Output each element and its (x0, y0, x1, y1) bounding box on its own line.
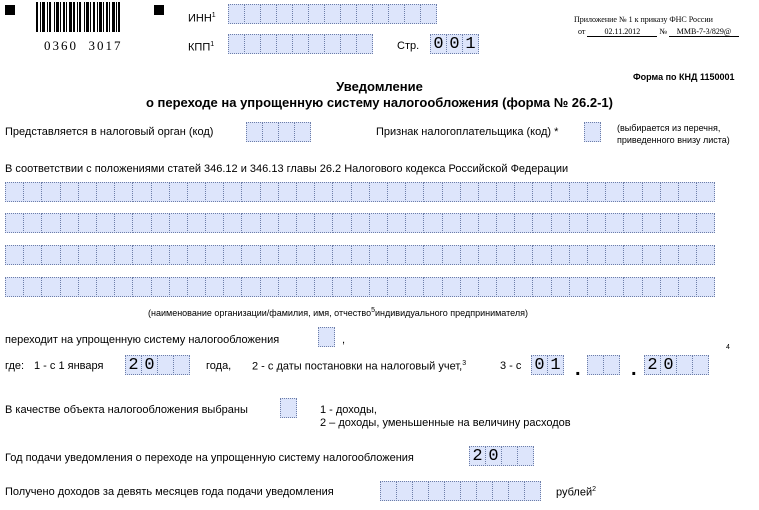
name-cell[interactable] (132, 182, 151, 202)
transition-label: переходит на упрощенную систему налогообложения (5, 334, 280, 346)
option-3-label: 3 - с (500, 360, 522, 372)
name-cell[interactable] (351, 213, 370, 233)
name-cell[interactable] (405, 277, 424, 297)
name-cell[interactable] (678, 245, 697, 265)
page-label: Стр. (397, 40, 420, 52)
name-cell[interactable] (260, 245, 279, 265)
object-option-2: 2 – доходы, уменьшенные на величину расходов (320, 417, 571, 429)
name-cell[interactable] (569, 213, 588, 233)
name-cell[interactable] (532, 213, 551, 233)
name-cell[interactable] (623, 245, 642, 265)
name-cell[interactable] (423, 277, 442, 297)
name-cell[interactable] (405, 245, 424, 265)
start-date-month-field[interactable] (588, 355, 620, 375)
name-cell[interactable] (296, 213, 315, 233)
organization-name-row-4[interactable] (6, 277, 715, 297)
name-cell[interactable] (23, 277, 42, 297)
name-cell[interactable] (60, 245, 79, 265)
name-cell[interactable] (241, 277, 260, 297)
name-cell[interactable] (605, 213, 624, 233)
name-cell[interactable] (514, 213, 533, 233)
name-cell[interactable] (132, 277, 151, 297)
name-cell[interactable] (587, 213, 606, 233)
transition-comma: , (342, 334, 346, 346)
inn-label: ИНН$^1$ (188, 12, 216, 25)
name-cell[interactable] (496, 182, 515, 202)
name-cell[interactable] (696, 182, 715, 202)
name-cell[interactable] (569, 245, 588, 265)
name-cell[interactable] (514, 277, 533, 297)
name-cell[interactable] (296, 277, 315, 297)
page-digit: 0 (430, 34, 447, 54)
name-cell[interactable] (314, 245, 333, 265)
name-cell[interactable] (241, 245, 260, 265)
corner-marker-left (5, 5, 15, 15)
where-label: где: (5, 360, 25, 372)
tax-authority-label: Представляется в налоговый орган (код) (5, 126, 214, 138)
date-footnote: 4 (726, 344, 730, 351)
year-digit: 2 (125, 355, 142, 375)
corner-marker-right (154, 5, 164, 15)
name-cell[interactable] (405, 182, 424, 202)
name-cell[interactable] (205, 277, 224, 297)
name-cell[interactable] (223, 182, 242, 202)
name-cell[interactable] (5, 213, 24, 233)
name-cell[interactable] (678, 182, 697, 202)
name-cell[interactable] (241, 213, 260, 233)
name-cell[interactable] (278, 213, 297, 233)
name-cell[interactable] (169, 182, 188, 202)
name-cell[interactable] (569, 182, 588, 202)
name-cell[interactable] (151, 182, 170, 202)
name-cell[interactable] (296, 182, 315, 202)
name-cell[interactable] (605, 245, 624, 265)
name-cell[interactable] (423, 182, 442, 202)
name-cell[interactable] (660, 277, 679, 297)
name-cell[interactable] (96, 182, 115, 202)
name-cell[interactable] (660, 213, 679, 233)
name-cell[interactable] (351, 245, 370, 265)
name-cell[interactable] (496, 245, 515, 265)
name-cell[interactable] (569, 277, 588, 297)
page-digit: 1 (462, 34, 479, 54)
name-cell[interactable] (514, 182, 533, 202)
name-cell[interactable] (223, 245, 242, 265)
name-cell[interactable] (605, 182, 624, 202)
appendix-date: 02.11.2012 (587, 27, 657, 37)
option-1-label: 1 - с 1 января (34, 360, 104, 372)
name-cell[interactable] (442, 245, 461, 265)
name-cell[interactable] (532, 277, 551, 297)
name-cell[interactable] (96, 245, 115, 265)
name-cell[interactable] (351, 277, 370, 297)
name-cell[interactable] (96, 213, 115, 233)
name-cell[interactable] (551, 182, 570, 202)
transition-option-field[interactable] (319, 327, 335, 347)
name-cell[interactable] (60, 213, 79, 233)
year-digit: 0 (141, 355, 158, 375)
name-cell[interactable] (642, 213, 661, 233)
name-cell[interactable] (260, 277, 279, 297)
option-2-label: 2 - с даты постановки на налоговый учет,$^3$ (252, 360, 467, 373)
name-cell[interactable] (587, 245, 606, 265)
name-cell[interactable] (423, 245, 442, 265)
name-cell[interactable] (241, 182, 260, 202)
notice-year-label: Год подачи уведомления о переходе на упрощенную систему налогообложения (5, 452, 414, 464)
name-cell[interactable] (96, 277, 115, 297)
name-cell[interactable] (60, 182, 79, 202)
object-label: В качестве объекта налогообложения выбраны (5, 404, 248, 416)
name-cell[interactable] (114, 182, 133, 202)
name-cell[interactable] (260, 213, 279, 233)
name-cell[interactable] (478, 245, 497, 265)
name-cell[interactable] (442, 277, 461, 297)
name-cell[interactable] (587, 182, 606, 202)
name-cell[interactable] (23, 245, 42, 265)
name-cell[interactable] (387, 182, 406, 202)
name-cell[interactable] (5, 182, 24, 202)
name-cell[interactable] (478, 213, 497, 233)
name-cell[interactable] (332, 277, 351, 297)
page-digit: 0 (446, 34, 463, 54)
name-cell[interactable] (132, 245, 151, 265)
name-cell[interactable] (442, 213, 461, 233)
name-cell[interactable] (205, 245, 224, 265)
name-cell[interactable] (587, 277, 606, 297)
name-cell[interactable] (60, 277, 79, 297)
name-cell[interactable] (551, 277, 570, 297)
name-cell[interactable] (551, 213, 570, 233)
name-cell[interactable] (187, 213, 206, 233)
name-cell[interactable] (332, 213, 351, 233)
name-cell[interactable] (496, 213, 515, 233)
name-cell[interactable] (369, 213, 388, 233)
name-cell[interactable] (478, 277, 497, 297)
name-cell[interactable] (660, 182, 679, 202)
name-cell[interactable] (642, 245, 661, 265)
name-cell[interactable] (78, 245, 97, 265)
object-option-field[interactable] (281, 398, 297, 418)
name-cell[interactable] (132, 213, 151, 233)
name-cell[interactable] (78, 213, 97, 233)
year-suffix-label: года, (206, 360, 232, 372)
name-cell[interactable] (187, 277, 206, 297)
name-cell[interactable] (23, 213, 42, 233)
inn-field[interactable] (229, 4, 437, 24)
name-cell[interactable] (151, 245, 170, 265)
name-cell[interactable] (387, 245, 406, 265)
barcode (36, 2, 136, 34)
name-cell[interactable] (223, 213, 242, 233)
tax-authority-code-field[interactable] (247, 122, 311, 142)
name-cell[interactable] (314, 277, 333, 297)
name-cell[interactable] (187, 245, 206, 265)
name-cell[interactable] (642, 182, 661, 202)
taxpayer-sign-field[interactable] (585, 122, 601, 142)
name-cell[interactable] (41, 277, 60, 297)
name-cell[interactable] (623, 213, 642, 233)
name-cell[interactable] (405, 213, 424, 233)
name-cell[interactable] (605, 277, 624, 297)
name-cell[interactable] (369, 245, 388, 265)
name-cell[interactable] (423, 213, 442, 233)
intro-text: В соответствии с положениями статей 346.12 и 346.13 главы 26.2 Налогового кодекса Российской Федерации (5, 163, 569, 175)
appendix-line: Приложение № 1 к приказу ФНС России (574, 15, 713, 24)
name-cell[interactable] (623, 182, 642, 202)
name-cell[interactable] (460, 245, 479, 265)
name-cell[interactable] (696, 277, 715, 297)
name-cell[interactable] (278, 245, 297, 265)
name-cell[interactable] (151, 213, 170, 233)
name-cell[interactable] (5, 277, 24, 297)
name-cell[interactable] (660, 245, 679, 265)
name-cell[interactable] (41, 182, 60, 202)
date-separator: . (575, 358, 581, 380)
name-cell[interactable] (696, 213, 715, 233)
name-cell[interactable] (314, 182, 333, 202)
organization-name-row-2[interactable] (6, 213, 715, 233)
notice-year-field[interactable]: 2 0 (470, 446, 534, 466)
taxpayer-sign-label: Признак налогоплательщика (код) * (376, 126, 559, 138)
name-cell[interactable] (387, 213, 406, 233)
income-amount-field[interactable] (381, 481, 541, 501)
name-cell[interactable] (532, 182, 551, 202)
name-cell[interactable] (369, 182, 388, 202)
name-cell[interactable] (78, 277, 97, 297)
name-cell[interactable] (205, 182, 224, 202)
name-cell[interactable] (23, 182, 42, 202)
name-cell[interactable] (78, 182, 97, 202)
name-cell[interactable] (551, 245, 570, 265)
name-cell[interactable] (623, 277, 642, 297)
name-cell[interactable] (442, 182, 461, 202)
barcode-number: 0360 3017 (44, 38, 123, 53)
name-cell[interactable] (496, 277, 515, 297)
name-cell[interactable] (460, 213, 479, 233)
start-date-day-field[interactable]: 0 1 (532, 355, 564, 375)
name-cell[interactable] (187, 182, 206, 202)
name-cell[interactable] (114, 245, 133, 265)
name-cell[interactable] (114, 277, 133, 297)
name-cell[interactable] (369, 277, 388, 297)
organization-name-row-1[interactable] (6, 182, 715, 202)
name-cell[interactable] (314, 213, 333, 233)
kpp-label: КПП$^1$ (188, 41, 215, 54)
name-cell[interactable] (169, 277, 188, 297)
page-number-field[interactable] (431, 34, 479, 54)
name-cell[interactable] (169, 213, 188, 233)
organization-name-caption: (наименование организации/фамилия, имя, отчество$^5$индивидуального предпринимателя) (148, 307, 528, 318)
name-cell[interactable] (114, 213, 133, 233)
name-cell[interactable] (41, 213, 60, 233)
income-unit: рублей$^2$ (556, 486, 597, 499)
name-cell[interactable] (387, 277, 406, 297)
name-cell[interactable] (478, 182, 497, 202)
title-line-1: Уведомление (336, 79, 423, 94)
name-cell[interactable] (260, 182, 279, 202)
name-cell[interactable] (460, 277, 479, 297)
name-cell[interactable] (5, 245, 24, 265)
name-cell[interactable] (678, 277, 697, 297)
appendix-ref: от 02.11.2012 № ММВ-7-3/829@ (578, 27, 739, 37)
income-label: Получено доходов за девять месяцев года подачи уведомления (5, 486, 334, 498)
name-cell[interactable] (223, 277, 242, 297)
name-cell[interactable] (332, 182, 351, 202)
name-cell[interactable] (205, 213, 224, 233)
option-1-year-field[interactable] (126, 355, 190, 375)
date-separator: . (631, 358, 637, 380)
name-cell[interactable] (351, 182, 370, 202)
appendix-number: ММВ-7-3/829@ (669, 27, 739, 37)
name-cell[interactable] (696, 245, 715, 265)
name-cell[interactable] (169, 245, 188, 265)
name-cell[interactable] (151, 277, 170, 297)
object-option-1: 1 - доходы, (320, 404, 377, 416)
taxpayer-sign-note: (выбирается из перечня, приведенного внизу листа) (617, 123, 730, 145)
name-cell[interactable] (332, 245, 351, 265)
name-cell[interactable] (460, 182, 479, 202)
name-cell[interactable] (278, 277, 297, 297)
start-date-year-field[interactable]: 2 0 (645, 355, 709, 375)
title-line-2: о переходе на упрощенную систему налогообложения (форма № 26.2-1) (145, 95, 613, 110)
name-cell[interactable] (642, 277, 661, 297)
organization-name-row-3[interactable] (6, 245, 715, 265)
name-cell[interactable] (296, 245, 315, 265)
name-cell[interactable] (514, 245, 533, 265)
name-cell[interactable] (532, 245, 551, 265)
name-cell[interactable] (278, 182, 297, 202)
form-code: Форма по КНД 1150001 (633, 72, 735, 82)
name-cell[interactable] (678, 213, 697, 233)
name-cell[interactable] (41, 245, 60, 265)
kpp-field[interactable] (229, 34, 373, 54)
